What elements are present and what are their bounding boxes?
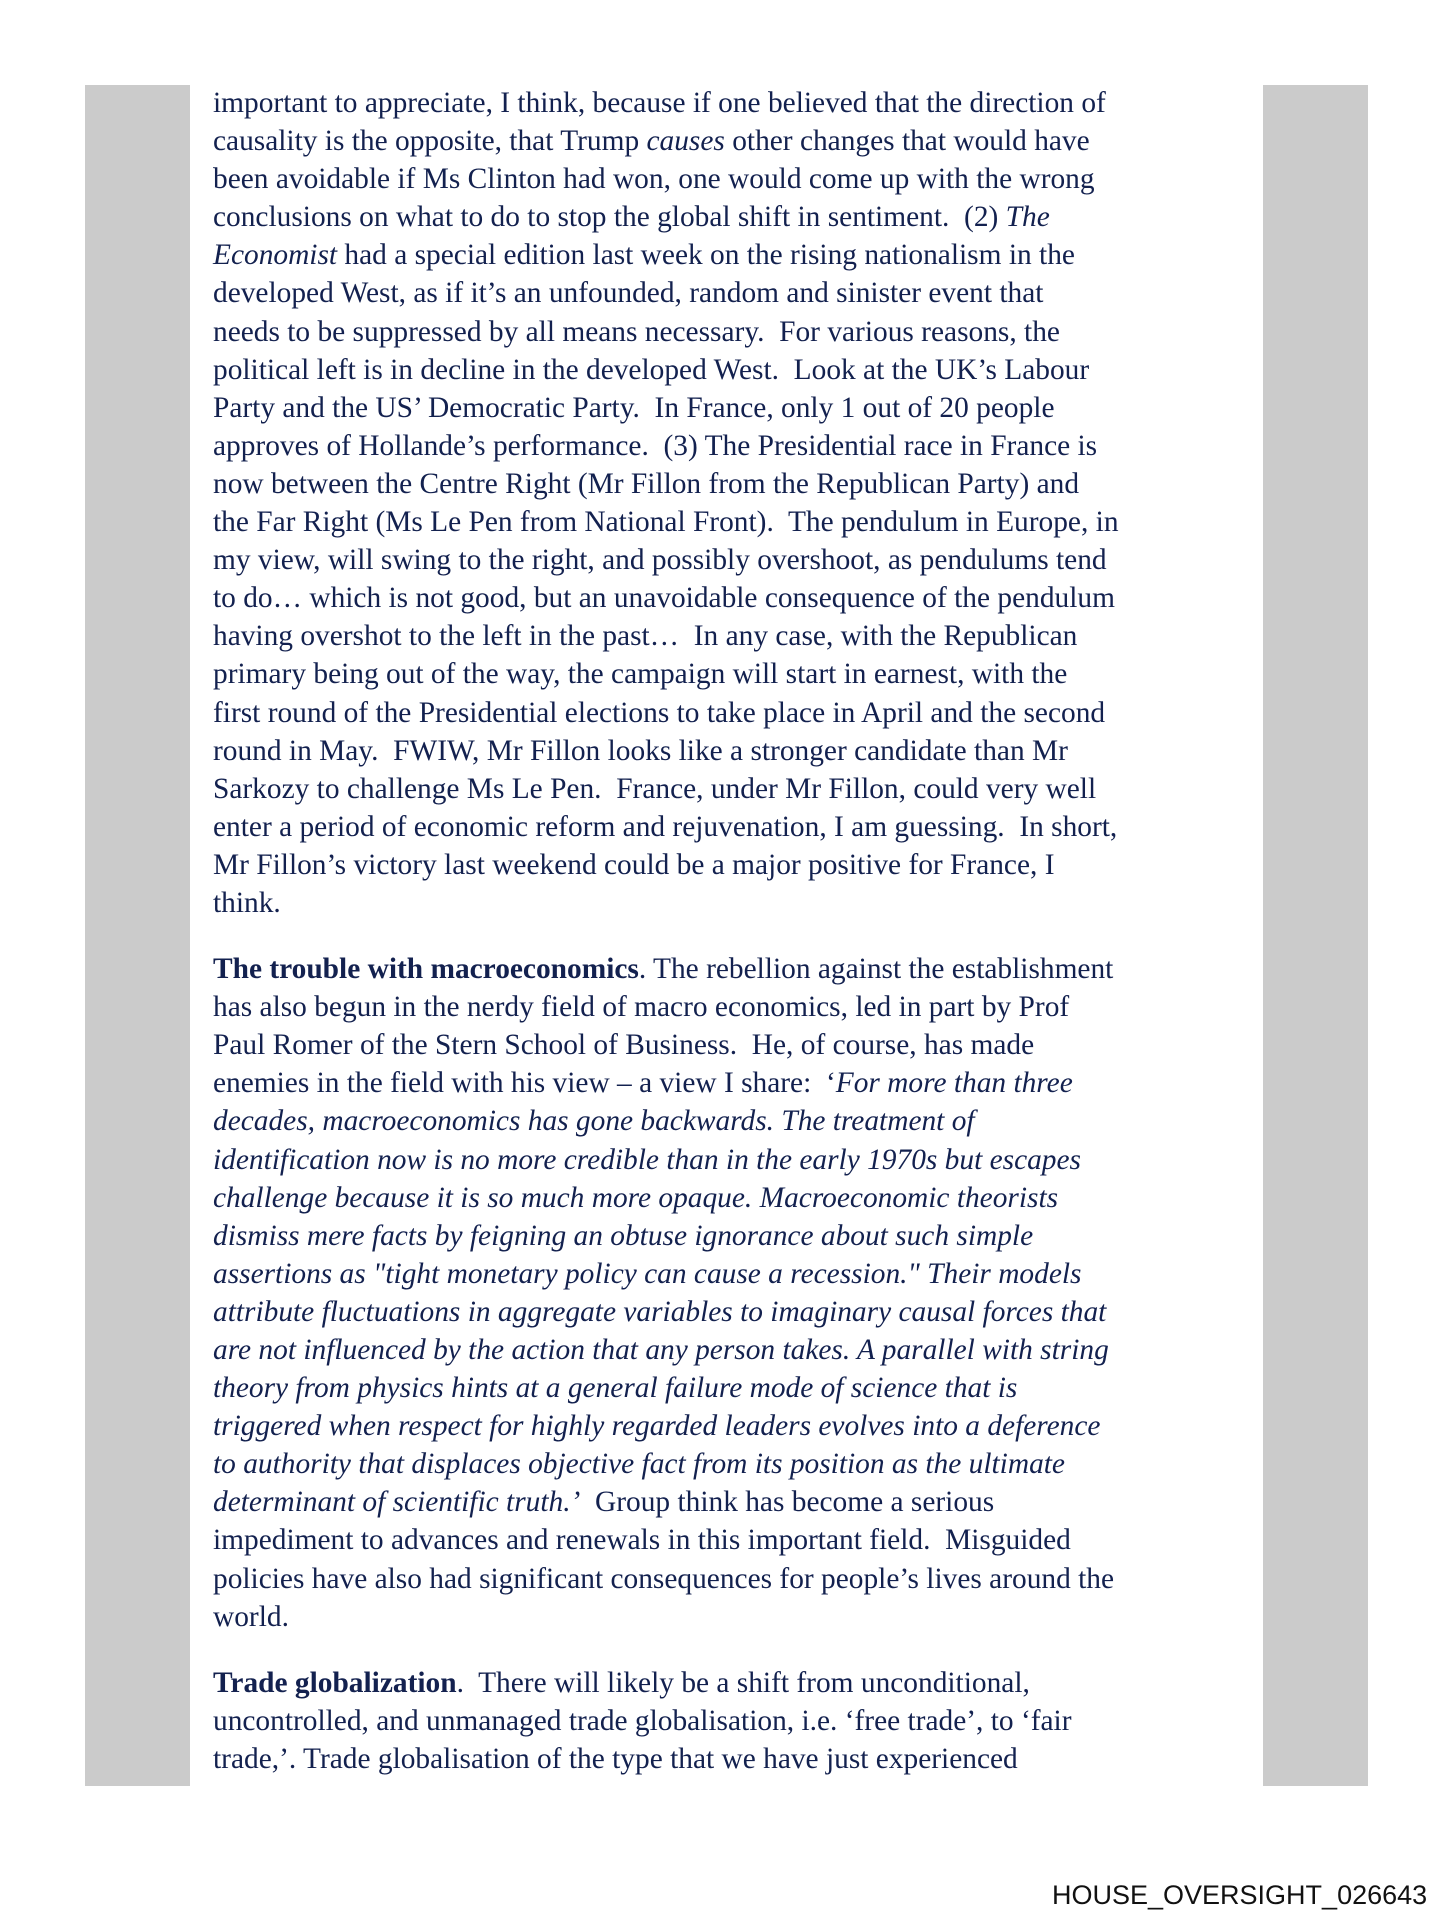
text-line (213, 694, 1263, 732)
body-text: the Far Right (Ms Le Pen from National Front). The pendulum in Europe, in (213, 506, 1119, 539)
text-line (213, 732, 1263, 770)
text-line (213, 770, 1263, 808)
text-line (213, 465, 1263, 503)
body-text: has also begun in the nerdy field of macro economics, led in part by Prof (213, 991, 1070, 1024)
text-line (213, 1064, 1263, 1102)
text-line (213, 1521, 1263, 1559)
italic-text: dismiss mere facts by feigning an obtuse ignorance about such simple (213, 1219, 1034, 1252)
text-line (213, 808, 1263, 846)
text-line (213, 198, 1263, 236)
text-line (213, 884, 1263, 922)
body-text: uncontrolled, and unmanaged trade globalisation, i.e. ‘free trade’, to ‘fair (213, 1704, 1072, 1737)
paragraph-trade-globalization (213, 1664, 1263, 1778)
body-text: . The rebellion against the establishment (638, 953, 1114, 986)
text-line (213, 1407, 1263, 1445)
body-text: important to appreciate, I think, because if one believed that the direction of (213, 87, 1106, 119)
bates-stamp: HOUSE_OVERSIGHT_026643 (1052, 1880, 1428, 1910)
body-text: trade,’. Trade globalisation of the type that we have just experienced (213, 1742, 1018, 1775)
text-line (213, 1483, 1263, 1521)
body-text: world. (213, 1600, 289, 1633)
body-text: approves of Hollande’s performance. (3) The Presidential race in France is (213, 429, 1098, 462)
text-line (213, 1102, 1263, 1140)
body-text: needs to be suppressed by all means necessary. For various reasons, the (213, 315, 1060, 348)
text-line (213, 1598, 1263, 1636)
italic-text: triggered when respect for highly regarded leaders evolves into a deference (213, 1410, 1101, 1443)
italic-text: The (1005, 201, 1050, 234)
italic-text: challenge because it is so much more opaque. Macroeconomic theorists (213, 1181, 1059, 1214)
italic-text: identification now is no more credible than in the early 1970s but escapes (213, 1143, 1081, 1176)
italic-text: Economist (213, 239, 338, 272)
italic-text: theory from physics hints at a general failure mode of science that is (213, 1372, 1018, 1405)
text-line (213, 1179, 1263, 1217)
text-line (213, 236, 1263, 274)
text-line (213, 950, 1263, 988)
body-text: now between the Centre Right (Mr Fillon from the Republican Party) and (213, 467, 1080, 500)
body-text: Mr Fillon’s victory last weekend could be a major positive for France, I (213, 848, 1055, 881)
italic-text: decades, macroeconomics has gone backwards. The treatment of (213, 1105, 975, 1138)
body-text: had a special edition last week on the rising nationalism in the (337, 239, 1075, 272)
document-body (213, 84, 1263, 1806)
body-text: think. (213, 886, 281, 919)
text-line (213, 1445, 1263, 1483)
body-text: impediment to advances and renewals in this important field. Misguided (213, 1524, 1071, 1557)
italic-text: assertions as "tight monetary policy can cause a recession." Their models (213, 1257, 1082, 1290)
text-line (213, 1026, 1263, 1064)
body-text: policies have also had significant consequences for people’s lives around the (213, 1562, 1115, 1595)
body-text: to do… which is not good, but an unavoidable consequence of the pendulum (213, 582, 1115, 615)
body-text: enemies in the field with his view – a view I share: ‘ (213, 1067, 836, 1100)
text-line (213, 427, 1263, 465)
body-text: . There will likely be a shift from unconditional, (456, 1666, 1030, 1699)
text-line (213, 617, 1263, 655)
italic-text: determinant of scientific truth.’ (213, 1486, 581, 1519)
body-text: been avoidable if Ms Clinton had won, one would come up with the wrong (213, 163, 1095, 196)
text-line (213, 988, 1263, 1026)
body-text: my view, will swing to the right, and possibly overshoot, as pendulums tend (213, 544, 1107, 577)
right-margin-bar (1263, 85, 1368, 1786)
text-line (213, 274, 1263, 312)
body-text: Group think has become a serious (580, 1486, 995, 1519)
italic-text: For more than three (835, 1067, 1073, 1100)
text-line (213, 122, 1263, 160)
text-line (213, 1141, 1263, 1179)
italic-text: causes (646, 125, 725, 158)
body-text: primary being out of the way, the campaign will start in earnest, with the (213, 658, 1068, 691)
text-line (213, 655, 1263, 693)
body-text: Sarkozy to challenge Ms Le Pen. France, under Mr Fillon, could very well (213, 772, 1097, 805)
text-line (213, 846, 1263, 884)
paragraph-macroeconomics (213, 950, 1263, 1636)
text-line (213, 1369, 1263, 1407)
text-line (213, 541, 1263, 579)
text-line (213, 313, 1263, 351)
text-line (213, 1293, 1263, 1331)
text-line (213, 160, 1263, 198)
text-line (213, 1664, 1263, 1702)
body-text: other changes that would have (724, 125, 1090, 158)
body-text: causality is the opposite, that Trump (213, 125, 647, 158)
text-line (213, 579, 1263, 617)
body-text: first round of the Presidential elections to take place in April and the second (213, 696, 1106, 729)
italic-text: to authority that displaces objective fact from its position as the ultimate (213, 1448, 1065, 1481)
body-text: Paul Romer of the Stern School of Business. He, of course, has made (213, 1029, 1035, 1062)
left-margin-bar (85, 85, 190, 1786)
text-line (213, 1560, 1263, 1598)
section-heading: Trade globalization (213, 1666, 457, 1699)
section-heading: The trouble with macroeconomics (213, 953, 639, 986)
italic-text: are not influenced by the action that any person takes. A parallel with string (213, 1334, 1109, 1366)
body-text: developed West, as if it’s an unfounded, random and sinister event that (213, 277, 1044, 310)
text-line (213, 503, 1263, 541)
text-line (213, 1217, 1263, 1255)
text-line (213, 1702, 1263, 1740)
body-text: round in May. FWIW, Mr Fillon looks like a stronger candidate than Mr (213, 734, 1068, 767)
paragraph-intro-continued (213, 84, 1263, 922)
body-text: political left is in decline in the developed West. Look at the UK’s Labour (213, 353, 1090, 386)
body-text: conclusions on what to do to stop the global shift in sentiment. (2) (213, 201, 1006, 234)
body-text: Party and the US’ Democratic Party. In France, only 1 out of 20 people (213, 391, 1055, 424)
text-line (213, 1331, 1263, 1369)
italic-text: attribute fluctuations in aggregate variables to imaginary causal forces that (213, 1295, 1107, 1328)
text-line (213, 1740, 1263, 1778)
body-text: having overshot to the left in the past… In any case, with the Republican (213, 620, 1078, 653)
body-text: enter a period of economic reform and rejuvenation, I am guessing. In short, (213, 810, 1118, 843)
text-line (213, 351, 1263, 389)
text-line (213, 1255, 1263, 1293)
text-line (213, 389, 1263, 427)
text-line (213, 84, 1263, 122)
